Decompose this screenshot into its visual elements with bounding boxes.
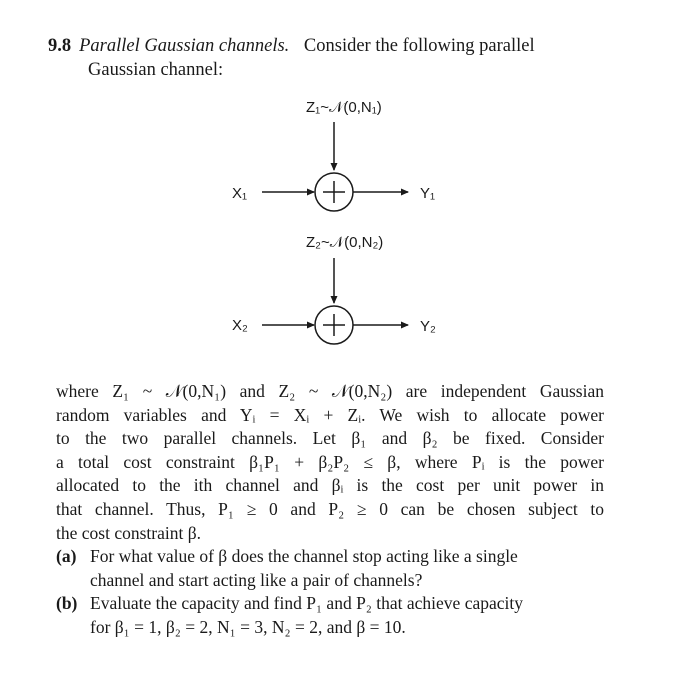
problem-title: Parallel Gaussian channels. bbox=[79, 36, 290, 56]
noise1-label: Z₁~𝒩(0,N₁) bbox=[306, 99, 382, 116]
body-line: allocated to the ith channel and βᵢ is the cost per unit power in bbox=[56, 475, 604, 496]
problem-parts bbox=[56, 545, 616, 639]
input1-label: X₁ bbox=[232, 185, 248, 202]
output2-label: Y₂ bbox=[420, 318, 436, 335]
body-line: random variables and Yᵢ = Xᵢ + Zᵢ. We wish to allocate power bbox=[56, 404, 604, 425]
part-b-line: for β₁ = 1, β₂ = 2, N₁ = 3, N₂ = 2, and β = 10. bbox=[90, 616, 406, 637]
problem-number: 9.8 bbox=[48, 36, 72, 56]
body-line: that channel. Thus, P₁ ≥ 0 and P₂ ≥ 0 can be chosen subject to bbox=[56, 498, 604, 519]
part-a-label: (a) bbox=[56, 546, 77, 566]
part-a-line: For what value of β does the channel stop acting like a single bbox=[90, 546, 518, 566]
noise2-label: Z₂~𝒩(0,N₂) bbox=[306, 234, 384, 251]
body-line: where Z₁ ~ 𝒩(0,N₁) and Z₂ ~ 𝒩(0,N₂) are independent Gaussian bbox=[56, 381, 604, 401]
part-b-line: Evaluate the capacity and find P₁ and P₂ that achieve capacity bbox=[90, 593, 523, 614]
input2-label: X₂ bbox=[232, 317, 248, 334]
body-line: to the two parallel channels. Let β₁ and β₂ be fixed. Consider bbox=[56, 428, 604, 449]
part-a bbox=[56, 545, 616, 592]
body-line: a total cost constraint β₁P₁ + β₂P₂ ≤ β, where Pᵢ is the power bbox=[56, 451, 604, 472]
part-b bbox=[56, 592, 616, 639]
output1-label: Y₁ bbox=[420, 185, 436, 202]
part-b-label: (b) bbox=[56, 593, 78, 614]
problem-intro: Consider the following parallel bbox=[303, 36, 535, 56]
problem-intro-continued: Gaussian channel: bbox=[88, 60, 224, 80]
part-a-line: channel and start acting like a pair of channels? bbox=[90, 569, 423, 590]
body-line: the cost constraint β. bbox=[56, 522, 201, 543]
problem-body bbox=[56, 380, 604, 545]
